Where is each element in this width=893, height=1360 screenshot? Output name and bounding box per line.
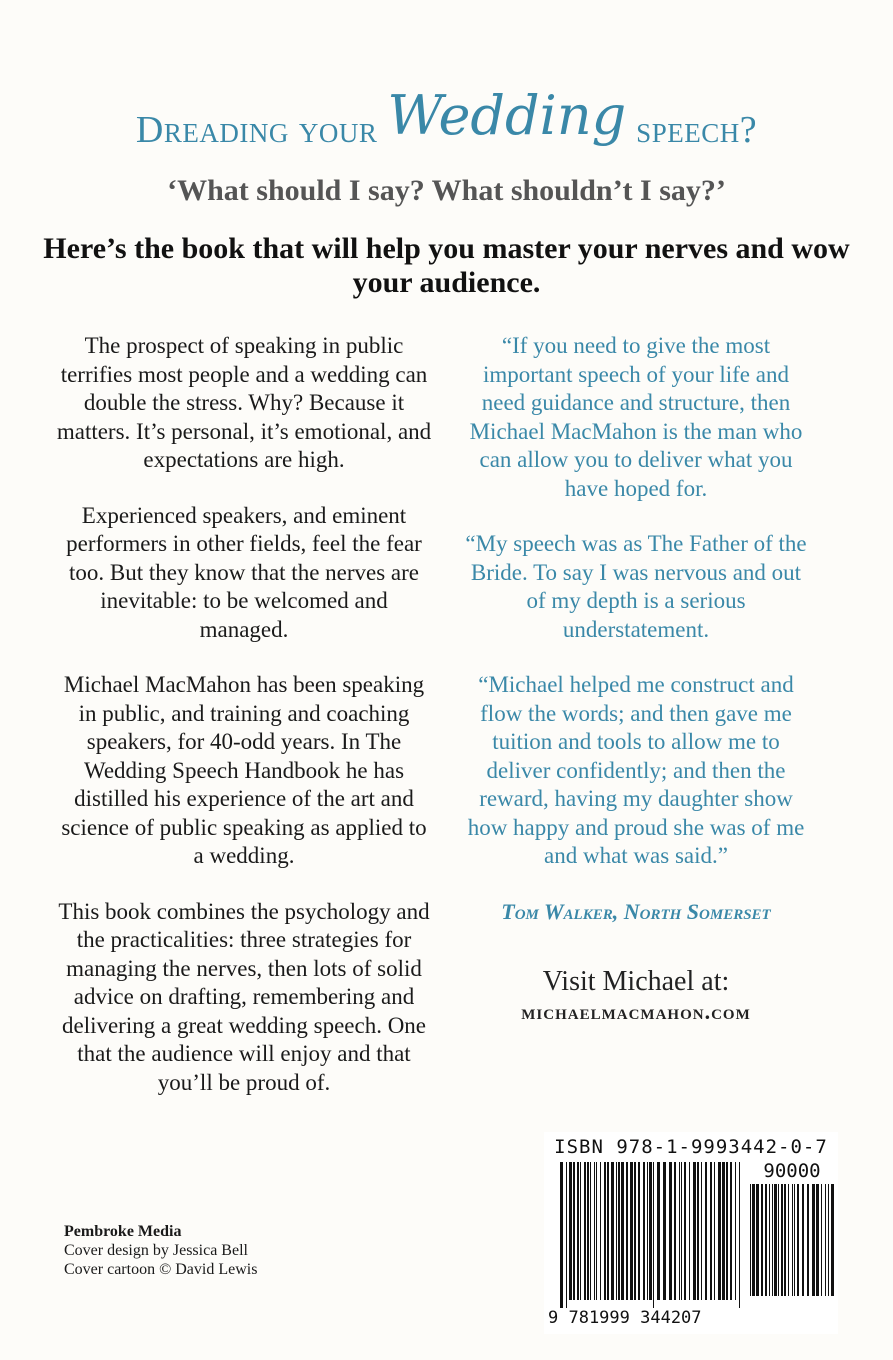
barcode-bar xyxy=(674,1162,676,1300)
barcode-bar xyxy=(710,1162,712,1300)
barcode-bar xyxy=(701,1162,702,1300)
headline xyxy=(0,84,893,155)
headline-part1: Dreading your xyxy=(135,109,378,151)
testimonial-column xyxy=(464,332,808,1027)
barcode-addon-bars xyxy=(750,1184,834,1330)
barcode-bar xyxy=(772,1184,773,1296)
barcode-bar xyxy=(587,1162,589,1300)
barcode-bar xyxy=(580,1162,581,1300)
barcode-bar xyxy=(769,1184,770,1296)
barcode-bar xyxy=(714,1162,715,1300)
barcode-bar xyxy=(816,1184,819,1296)
barcode-bar xyxy=(679,1162,680,1300)
barcode-bar xyxy=(807,1184,809,1296)
barcode-bar xyxy=(752,1184,755,1296)
barcode-bar xyxy=(689,1162,690,1300)
barcode-addon-code: 90000 xyxy=(763,1160,821,1182)
barcode-bar xyxy=(566,1162,567,1308)
barcode xyxy=(544,1132,838,1334)
barcode-bar xyxy=(788,1184,789,1296)
barcode-bar xyxy=(794,1184,795,1296)
barcode-bar xyxy=(663,1162,666,1300)
barcode-bar xyxy=(621,1162,624,1300)
barcode-bar xyxy=(573,1162,575,1300)
barcode-bar xyxy=(657,1162,660,1300)
barcode-bar xyxy=(831,1184,834,1296)
barcode-bar xyxy=(630,1162,633,1300)
barcode-bar xyxy=(722,1162,725,1300)
barcode-bar xyxy=(761,1184,763,1296)
barcode-digits: 9 781999 344207 xyxy=(548,1308,702,1328)
barcode-bar xyxy=(669,1162,672,1300)
testimonial-quote: “My speech was as The Father of the Bride. To say I was nervous and out of my depth is a serious understatement. xyxy=(465,531,807,642)
barcode-bar xyxy=(693,1162,696,1300)
website-link[interactable]: michaelmacmahon.com xyxy=(521,999,751,1024)
barcode-bar xyxy=(812,1184,815,1296)
barcode-bar xyxy=(569,1162,572,1300)
testimonial-quote: “Michael helped me construct and flow the words; and then gave me tuition and tools to allow me to deliver confidently; and then the reward, having my daughter show how happy and proud she was of me and what was said.” xyxy=(467,672,805,868)
barcode-bar xyxy=(705,1162,707,1300)
publisher-name: Pembroke Media xyxy=(64,1223,182,1240)
barcode-bar xyxy=(607,1162,609,1300)
barcode-bar xyxy=(618,1162,620,1300)
barcode-bar xyxy=(730,1162,732,1300)
barcode-bar xyxy=(604,1162,606,1300)
cover-design-credit: Cover design by Jessica Bell xyxy=(64,1242,248,1259)
barcode-bar xyxy=(828,1184,829,1296)
blurb-column xyxy=(56,332,432,1124)
barcode-bar xyxy=(594,1162,595,1300)
barcode-bar xyxy=(784,1184,786,1296)
blurb-paragraph: This book combines the psychology and the practicalities: three strategies for managing the nerves, then lots of solid advice on drafting, remembering and delivering a great wedding speech. One that the audience will enjoy and that you’ll be proud of. xyxy=(58,898,430,1095)
barcode-bar xyxy=(653,1162,654,1308)
barcode-bar xyxy=(600,1162,601,1300)
barcode-bar xyxy=(735,1162,736,1300)
barcode-bar xyxy=(697,1162,699,1300)
barcode-bar xyxy=(649,1162,652,1300)
barcode-bar xyxy=(634,1162,636,1300)
barcode-bar xyxy=(638,1162,640,1300)
barcode-bar xyxy=(802,1184,804,1296)
isbn-text: ISBN 978-1-9993442-0-7 xyxy=(554,1136,828,1158)
barcode-bar xyxy=(643,1162,645,1300)
barcode-main-bars xyxy=(560,1162,744,1308)
barcode-bar xyxy=(596,1162,597,1300)
barcode-bar xyxy=(718,1162,721,1300)
barcode-bar xyxy=(750,1184,751,1296)
barcode-bar xyxy=(739,1162,740,1308)
barcode-bar xyxy=(792,1184,793,1296)
barcode-bar xyxy=(590,1162,591,1300)
blurb-paragraph: Michael MacMahon has been speaking in public, and training and coaching speakers, for 40-odd years. In The Wedding Speech Handbook he has distilled his experience of the art and science of public speaking as applied to a wedding. xyxy=(61,672,427,868)
headline-part2: speech? xyxy=(636,109,758,151)
barcode-bar xyxy=(726,1162,728,1300)
barcode-bar xyxy=(647,1162,648,1300)
cover-cartoon-credit: Cover cartoon © David Lewis xyxy=(64,1261,258,1278)
barcode-bar xyxy=(681,1162,682,1300)
barcode-bar xyxy=(821,1184,822,1296)
barcode-bar xyxy=(825,1184,826,1296)
barcode-bar xyxy=(560,1162,563,1308)
barcode-bar xyxy=(626,1162,628,1300)
barcode-bar xyxy=(774,1184,777,1296)
visit-label: Visit Michael at: xyxy=(542,966,730,997)
barcode-bar xyxy=(797,1184,799,1296)
barcode-bar xyxy=(765,1184,767,1296)
credits xyxy=(64,1222,257,1279)
barcode-bar xyxy=(756,1184,759,1296)
barcode-bar xyxy=(577,1162,579,1300)
blurb-paragraph: Experienced speakers, and eminent performers in other fields, feel the fear too. But they know that the nerves are inevitable: to be welcomed and managed. xyxy=(66,502,422,642)
barcode-bar xyxy=(778,1184,779,1296)
barcode-bar xyxy=(781,1184,783,1296)
testimonial-quote: “If you need to give the most important speech of your life and need guidance and structure, then Michael MacMahon is the man who can allow you to deliver what you have hoped for. xyxy=(469,333,803,501)
subhead: ‘What should I say? What shouldn’t I say?’ xyxy=(167,174,726,207)
headline-script-word: Wedding xyxy=(387,84,627,147)
tagline: Here’s the book that will help you master your nerves and wow your audience. xyxy=(43,232,850,299)
barcode-bar xyxy=(616,1162,617,1300)
blurb-paragraph: The prospect of speaking in public terrifies most people and a wedding can double the stress. Why? Because it matters. It’s personal, it’s emotional, and expectations are high. xyxy=(56,333,432,472)
barcode-bar xyxy=(611,1162,614,1300)
barcode-bar xyxy=(584,1162,586,1300)
barcode-bar xyxy=(684,1162,686,1300)
testimonial-attribution: Tom Walker, North Somerset xyxy=(501,898,771,924)
